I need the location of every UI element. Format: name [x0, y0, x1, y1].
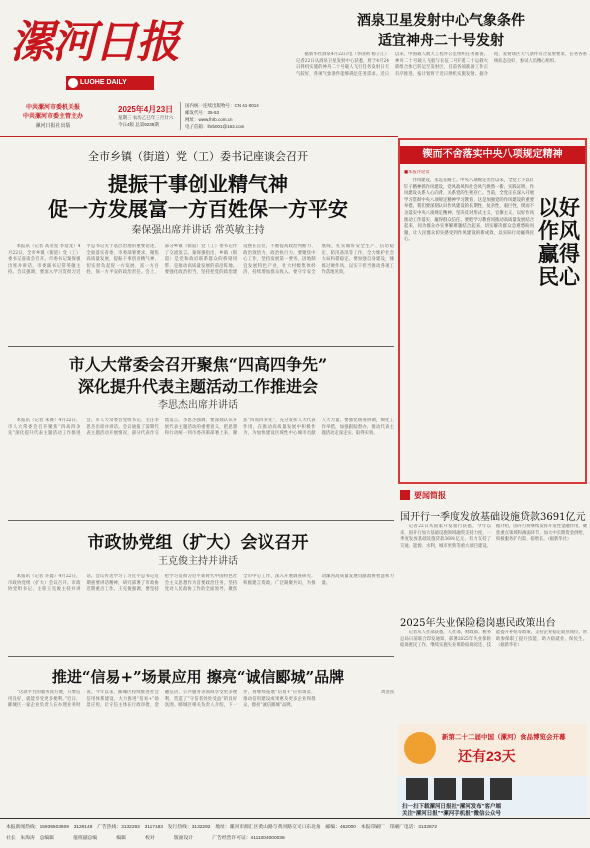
app-download-ad: [398, 776, 587, 816]
brief-item1-title: 国开行一季度发放基础设施贷款3691亿元: [400, 512, 586, 523]
newspaper-title: 漯河日报: [10, 17, 178, 68]
section-divider: [8, 520, 394, 521]
email: 电子信箱：lhrb001@163.com: [185, 124, 245, 129]
brand-logo-icon: [68, 78, 78, 88]
footer-line2: 社长 朱海涛 总编辑 值班副总编 编辑 校对 版面设计 广告经营许可证：4111004000038: [6, 836, 285, 841]
bottom-author: 周金茜: [381, 690, 394, 695]
expo-logo-icon: [404, 732, 436, 764]
section-divider: [8, 346, 394, 347]
footer: [0, 820, 590, 848]
footer-line1: 本报新闻热线：15939503809 3139148 广告热线：3132293 3117183 发行热线：3132292 地址：漯河市源汇区黄山路与黄河路交叉口东北角 邮编：462000 本报印刷厂 印刷厂电话：3132872: [6, 825, 437, 830]
lead-byline: 秦保强出席并讲话 常英敏主持: [131, 225, 265, 236]
app-ad-line1: 扫一扫下载漯河日报社“漯河发布”客户端: [402, 804, 502, 810]
npc-article-body: 本报讯（记者 朱赛）4月22日，市人大常委会召开聚焦“四高四争先”深化提升代表主题活动工作推进会。市人大常委会党组书记、主任李思杰出席并讲话。会议通报了前期代表主题活动开展情况，部分代表作交流发言。李思杰强调，要深刻认识开展代表主题活动的重要意义，把思想和行动统一到市委决策部署上来，聚焦“四高四争先”，充分发挥人大代表作用，在推动高质量发展中积极作为，为加快建设区域性中心城市贡献人大力量。要强化统筹协调，细化工作举措，加强跟踪督办，推动代表主题活动走深走实、取得实效。: [8, 418, 394, 437]
expo-countdown: 还有23天: [458, 748, 516, 764]
lunar-date: 农历乙巳年三月廿六: [132, 115, 174, 120]
bottom-article-body: “这款平台的服务真方便，只要信用良好，就能享受更多便利。”近日，郾城区一家企业负责人在办理业务时说。今年以来，郾城区持续推进社会信用体系建设，大力推进“信易+”场景应用，让守信主体在行政审批、金融信贷、公共服务等领域享受更多便利，营造了“守信者处处受益”的良好氛围。郾城区相关负责人介绍，下一步，将继续拓展“信易+”应用场景，推动信用建设成果惠及更多企业和群众，擦亮“诚信郾城”品牌。 周金茜: [8, 690, 394, 709]
top-headline-2: 适宜神舟二十号发射: [378, 33, 504, 49]
expo-ad: [398, 724, 587, 778]
expo-title: 新第二十二届中国（漯河）食品博览会开幕: [442, 734, 566, 741]
issue-number: 总第9239期: [135, 122, 159, 127]
brief-tag-icon: [400, 490, 410, 500]
qr-code-icon: [406, 778, 428, 800]
page-count: 今日4版 总第9239期: [118, 122, 159, 127]
masthead-divider: [180, 102, 181, 130]
brief-tag: 要闻简报: [414, 491, 446, 500]
website: 网址：www.lhrb.com.cn: [185, 117, 233, 122]
lead-headline-2: 促一方发展富一方百姓保一方平安: [48, 197, 348, 221]
commentary-body: 作风建设，永远在路上。中央八项规定出台以来，全党上下以钉钉子精神抓作风建设，党风政风和社会风气焕然一新。实践证明，作风建设关系人心向背、关系党的生死存亡。当前，全党正在深入开展学习贯彻中央八项规定精神学习教育，这是加强党的作风建设的重要举措。我们要深刻认识作风建设的长期性、复杂性、艰巨性，锲而不舍落实中央八项规定精神，坚决反对形式主义、官僚主义，以好作风推动工作落实、赢得群众信任。要把学习教育同推动高质量发展结合起来，同为群众办实事解难题结合起来，切实解决群众急难愁盼问题，让人民群众切实感受到作风建设的新成效，以实际行动赢得民心。: [404, 178, 534, 243]
issue-date: 2025年4月23日: [118, 105, 174, 114]
sponsor-line3: 漯河日报社出版: [35, 123, 71, 129]
npc-headline-2: 深化提升代表主题活动工作推进会: [77, 377, 318, 396]
section-divider: [8, 656, 394, 657]
brief-item2-title: 2025年失业保险稳岗惠民政策出台: [400, 618, 556, 629]
brief-item2-body: 记者从人社部获悉，人社部、财政部、税务总局日前联合印发通知，部署2025年失业保险稳岗惠民工作，继续实施失业保险稳岗返还、技能提升补贴等政策，支持企业稳定就业岗位，帮助参保职工提升技能，助力稳就业、保民生。（据新华社）: [400, 630, 587, 649]
lead-kicker: 全市乡镇（街道）党（工）委书记座谈会召开: [88, 150, 308, 163]
npc-byline: 李思杰出席并讲话: [158, 400, 238, 411]
footer-rule: [0, 818, 590, 819]
lead-article-body: 本报讯（记者 高亚星 李延龙）4月22日，全市乡镇（街道）党（工）委书记座谈会召开。市委书记秦保强出席并讲话，市委副书记常英敏主持。会议强调，要深入学习贯彻习近平总书记关于基层治理的重要论述，全面落实省委、市委部署要求，聚焦高质量发展，提振干事创业精气神，切实担负起促一方发展、富一方百姓、保一方平安的政治责任。会上，部分乡镇（街道）党（工）委书记作了交流发言。秦保强指出，乡镇（街道）是党和政府联系群众的桥梁纽带，是推动高质量发展的前沿阵地。要强化政治担当，坚持把党的政治建设摆在首位，不断提高政治判断力、政治领悟力、政治执行力。要聚焦中心工作，坚持发展第一要务，因地制宜发展特色产业，壮大村级集体经济，持续增加群众收入。要守牢安全底线，扎实做好安全生产、信访稳定、防汛备汛等工作，全力维护社会大局和谐稳定。要加强自身建设，锤炼过硬作风，以实干担当推动各项工作落地见效。: [8, 244, 394, 276]
cppcc-headline: 市政协党组（扩大）会议召开: [87, 533, 309, 553]
cppcc-article-body: 本报讯（记者 许鑫）4月22日，市政协党组（扩大）会议召开。市政协党组书记、主席王克俊主持并讲话。会议传达学习了习近平总书记近期重要讲话精神，研究部署了市政协近期重点工作。王克俊强调，要坚持把学习贯彻习近平新时代中国特色社会主义思想作为首要政治任务，坚持党对人民政协工作的全面领导，聚焦全市中心工作，深入开展调查研究，积极建言资政，广泛凝聚共识，为推动漯河高质量发展贡献政协智慧和力量。: [8, 574, 394, 593]
weekday: 星期三: [118, 115, 132, 120]
commentary-tag: ■本报评论员: [404, 170, 430, 175]
cppcc-byline: 王克俊主持并讲话: [158, 556, 238, 567]
npc-headline-1: 市人大常委会召开聚焦“四高四争先”: [68, 355, 328, 374]
postal-code: 邮发代号：35-53: [185, 110, 220, 115]
sponsor-line2: 中共漯河市委主管主办: [22, 114, 83, 120]
brief-item1-body: 记者22日从国家开发银行获悉，今年以来，国开行加大基础设施领域融资支持力度，一季度发放基础设施贷款3691亿元，有力支持了交通、能源、水利、城市更新等重大项目建设。据介绍，国开行将继续发挥开发性金融作用，聚焦重点领域和薄弱环节，加大中长期资金供给，积极服务扩内需、稳增长。（据新华社）: [400, 524, 587, 549]
sponsor-block: [8, 104, 98, 131]
lead-headline-1: 提振干事创业精气神: [108, 172, 288, 196]
issue-meta: [118, 115, 173, 121]
cn-number: 国内统一连续出版物号：CN 41-0014: [185, 103, 259, 108]
brand-bar: [66, 76, 154, 90]
bottom-headline: 推进“信易+”场景应用 擦亮“诚信郾城”品牌: [51, 668, 345, 686]
top-article-body: 据新华社酒泉4月22日电（李国利 杨子江）记者22日从酒泉卫星发射中心获悉，将于4月24日择机实施的神舟二十号载人飞行任务发射日天气较好，各项气象条件能够满足任务需求。近日以来，中国载人航天工程办公室组织任务准备，神舟二十号载人飞船与长征二号F遥二十运载火箭组合体已转运至发射区，目前各项准备工作正有序推进，按计划将于近日择机实施发射。据介绍，发射场区天气条件符合发射要求，任务各系统状态良好，参试人员精心组织。: [296, 52, 587, 77]
masthead: [10, 10, 178, 76]
qr-code-icon: [462, 778, 484, 800]
qr-code-icon: [434, 778, 456, 800]
commentary-vertical-title: 以好作风赢得民心: [538, 195, 580, 289]
app-ad-line2: 关注“漯河日报”“漯河手机报”微信公众号: [402, 811, 502, 817]
qr-code-icon: [490, 778, 512, 800]
sponsor-line1: 中共漯河市委机关报: [25, 105, 80, 111]
brand-en: LUOHE DAILY: [80, 79, 127, 86]
commentary-banner: 锲而不舍落实中央八项规定精神: [400, 146, 585, 164]
masthead-rule: [0, 136, 398, 137]
top-headline-1: 酒泉卫星发射中心气象条件: [357, 13, 525, 29]
